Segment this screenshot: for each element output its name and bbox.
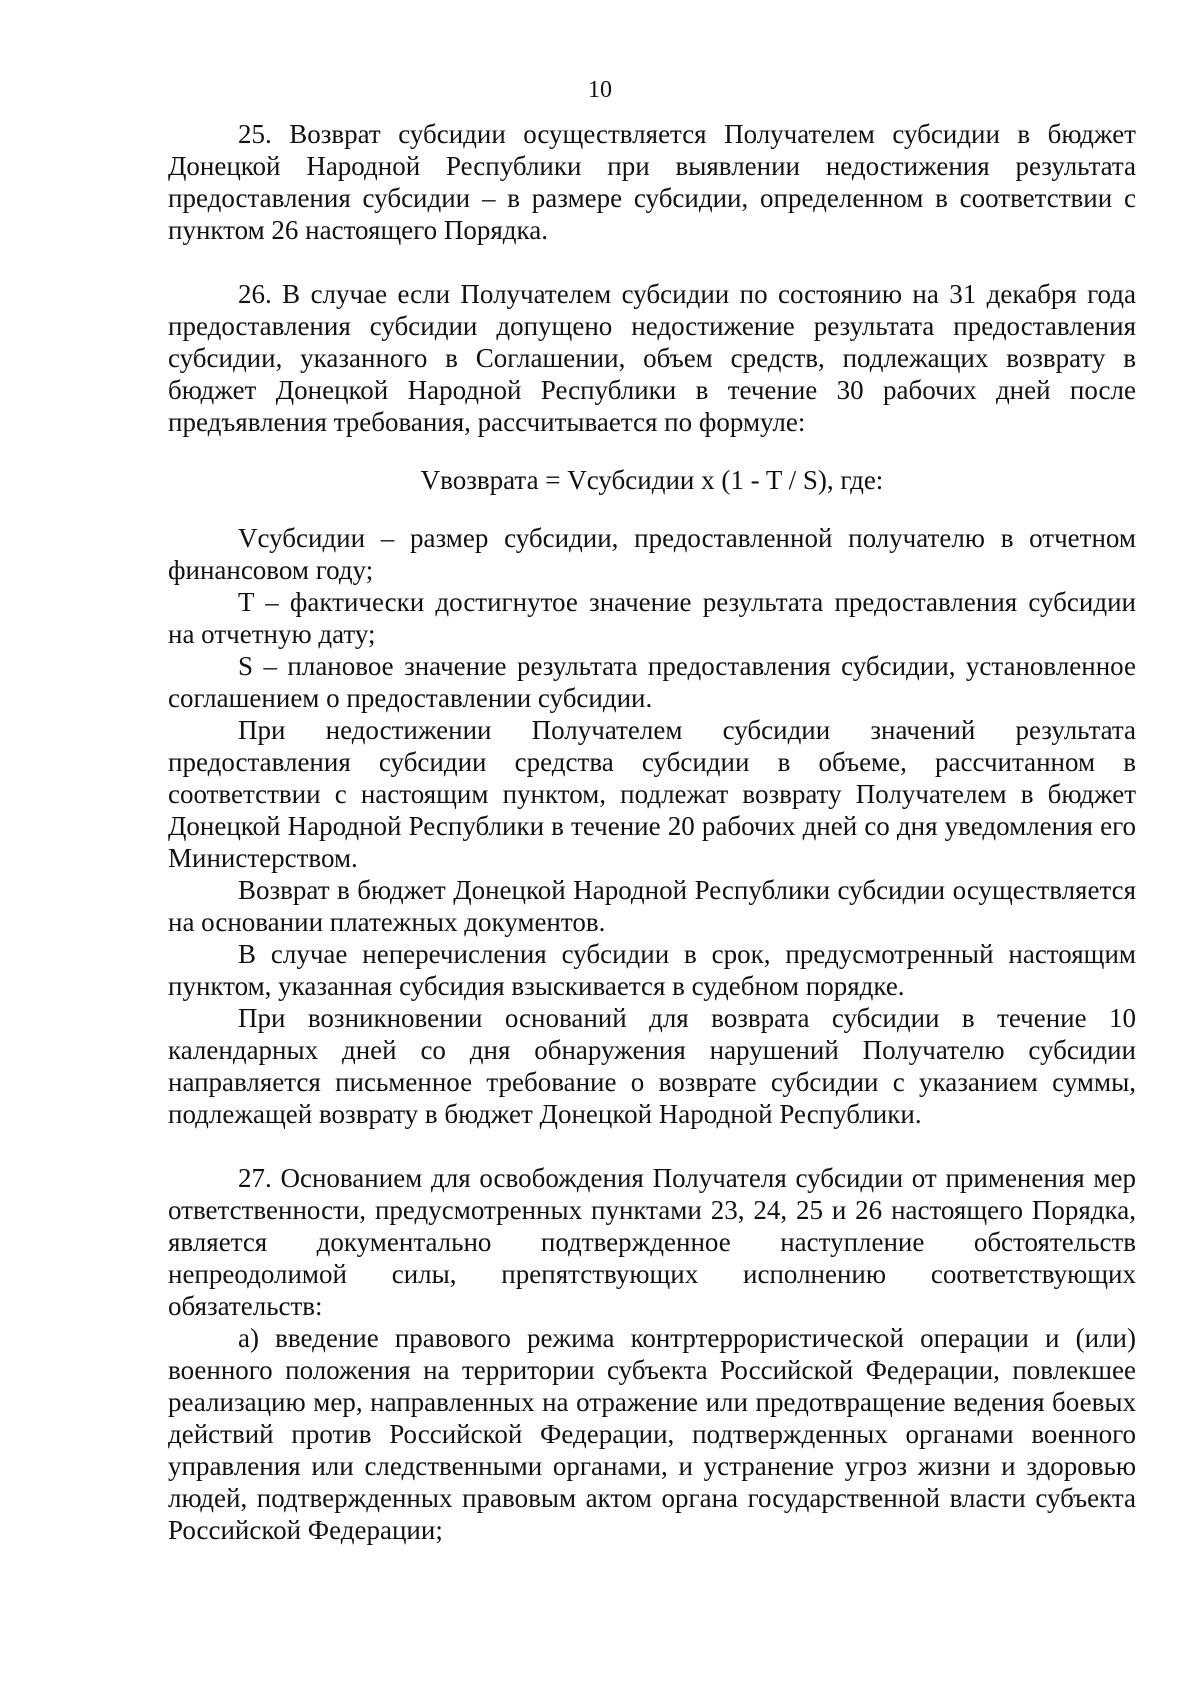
document-body	[168, 118, 1136, 1546]
paragraph-27: 27. Основанием для освобождения Получателя субсидии от применения мер ответственности, предусмотренных пунктами 23, 24, 25 и 26 настоящего Порядка, является документально подтвержденное наступление обстоятельств непреодолимой силы, препятствующих исполнению соответствующих обязательств:	[168, 1163, 1136, 1321]
paragraph-26-payment-documents: Возврат в бюджет Донецкой Народной Республики субсидии осуществляется на основании платежных документов.	[168, 875, 1136, 937]
paragraph-26-court-recovery: В случае неперечисления субсидии в срок, предусмотренный настоящим пунктом, указанная субсидия взыскивается в судебном порядке.	[168, 939, 1136, 1001]
paragraph-26: 26. В случае если Получателем субсидии по состоянию на 31 декабря года предоставления субсидии допущено недостижение результата предоставления субсидии, указанного в Соглашении, объем средств, подлежащих возврату в бюджет Донецкой Народной Республики в течение 30 рабочих дней после предъявления требования, рассчитывается по формуле:	[168, 279, 1136, 437]
page-number: 10	[588, 77, 612, 103]
definition-s: S – плановое значение результата предоставления субсидии, установленное соглашением о предоставлении субсидии.	[168, 651, 1136, 713]
paragraph-27-item-a: а) введение правового режима контртеррористической операции и (или) военного положения на территории субъекта Российской Федерации, повлекшее реализацию мер, направленных на отражение или предотвращение ведения боевых действий против Российской Федерации, подтвержденных органами военного управления или следственными органами, и устранение угроз жизни и здоровью людей, подтвержденных правовым актом органа государственной власти субъекта Российской Федерации;	[168, 1323, 1136, 1545]
definition-t: T – фактически достигнутое значение результата предоставления субсидии на отчетную дату;	[168, 587, 1136, 649]
paragraph-25: 25. Возврат субсидии осуществляется Получателем субсидии в бюджет Донецкой Народной Республики при выявлении недостижения результата предоставления субсидии – в размере субсидии, определенном в соответствии с пунктом 26 настоящего Порядка.	[168, 119, 1136, 245]
definition-v-subsidy: Vсубсидии – размер субсидии, предоставленной получателю в отчетном финансовом году;	[168, 523, 1136, 585]
return-formula: Vвозврата = Vсубсидии x (1 - T / S), где:	[420, 465, 884, 495]
paragraph-26-non-achievement: При недостижении Получателем субсидии значений результата предоставления субсидии средства субсидии в объеме, рассчитанном в соответствии с настоящим пунктом, подлежат возврату Получателем в бюджет Донецкой Народной Республики в течение 20 рабочих дней со дня уведомления его Министерством.	[168, 715, 1136, 873]
paragraph-26-written-demand: При возникновении оснований для возврата субсидии в течение 10 календарных дней со дня обнаружения нарушений Получателю субсидии направляется письменное требование о возврате субсидии с указанием суммы, подлежащей возврату в бюджет Донецкой Народной Республики.	[168, 1003, 1136, 1129]
